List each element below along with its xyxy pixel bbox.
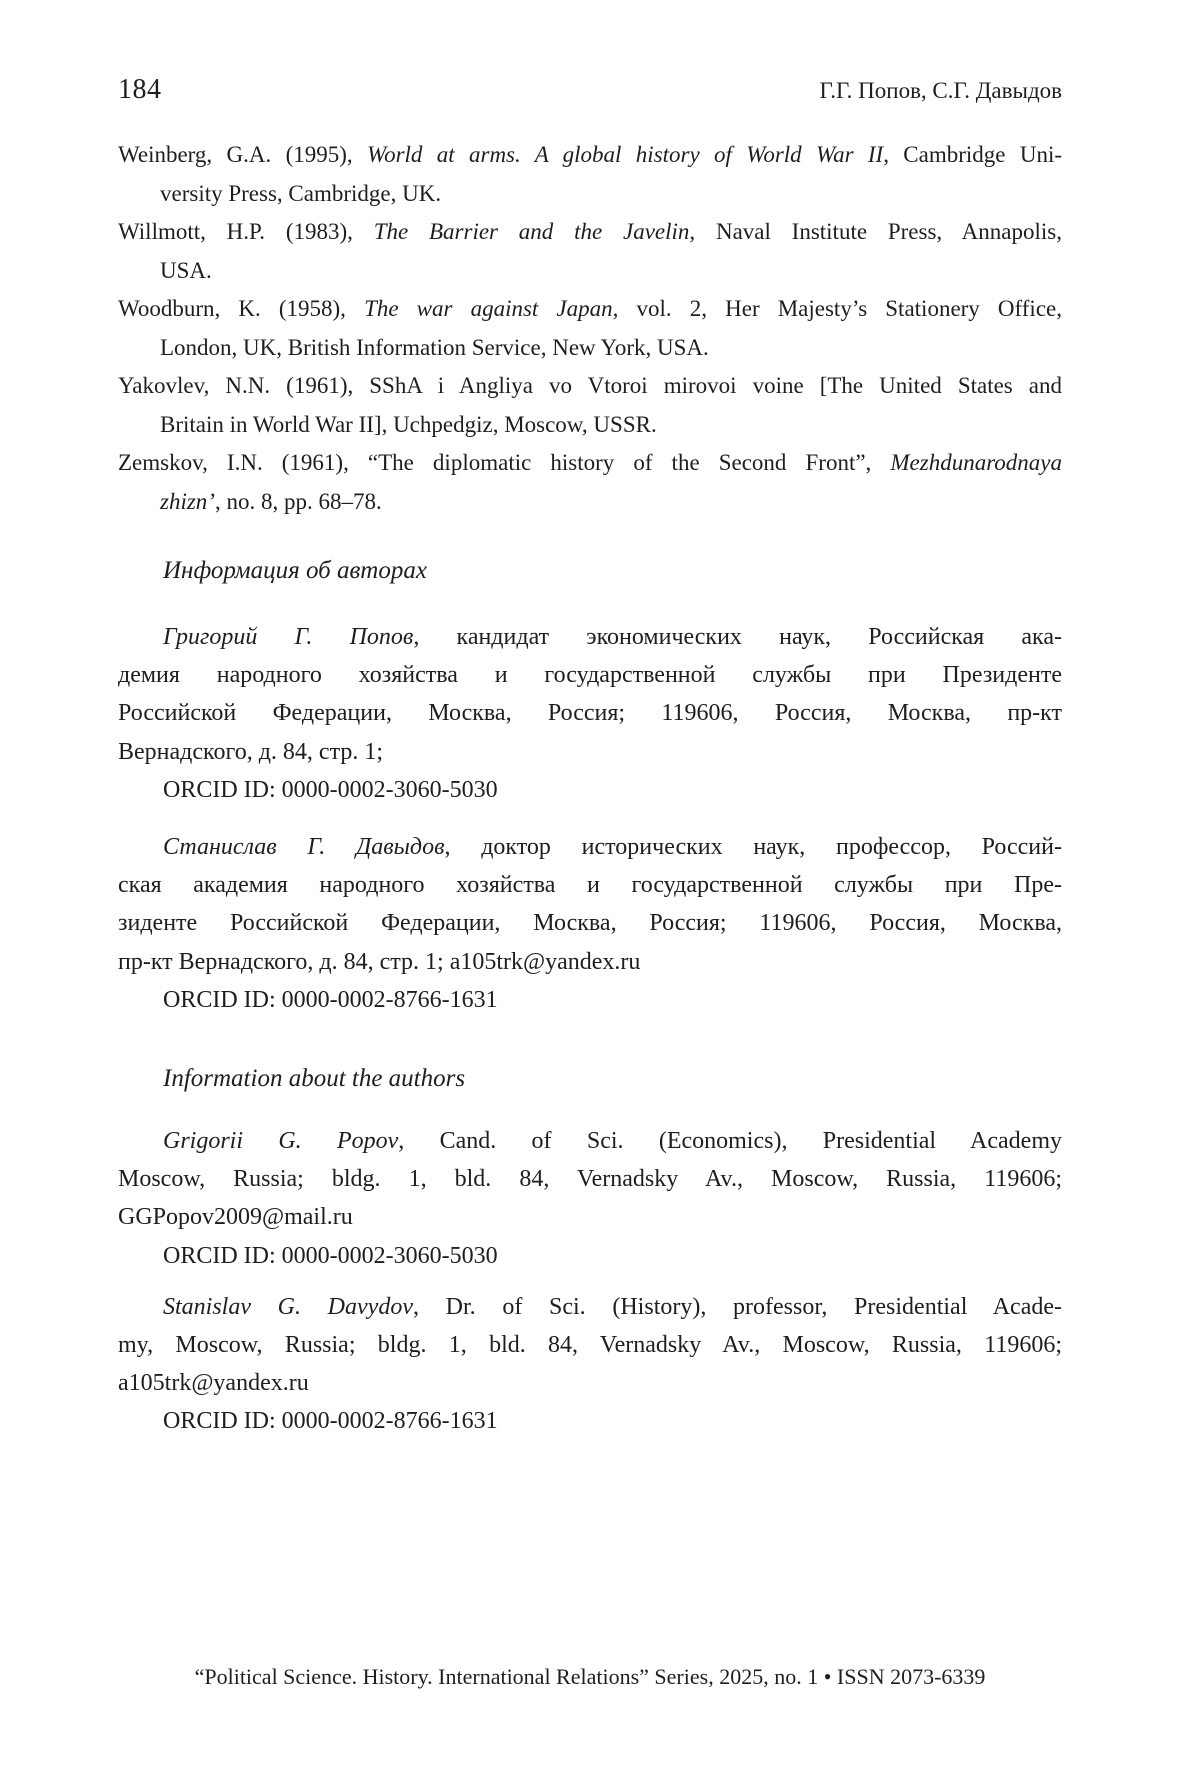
italic-text-segment: Stanislav G. Davydov: [163, 1293, 413, 1320]
reference-entry: [118, 444, 1062, 521]
text-segment: ORCID ID: 0000-0002-8766-1631: [163, 1408, 498, 1435]
italic-text-segment: Mezhdunarodnaya: [890, 450, 1062, 475]
author-paragraphs-ru: [118, 618, 1062, 1019]
section-authors-ru: [118, 552, 1062, 1019]
text-line: [118, 1160, 1062, 1198]
text-segment: a105trk@yandex.ru: [118, 1370, 309, 1397]
italic-text-segment: World at arms. A global history of World War II: [367, 142, 884, 167]
text-line: [118, 1402, 1062, 1440]
text-segment: пр-кт Вернадского, д. 84, стр. 1; a105trk@yandex.ru: [118, 948, 641, 975]
text-segment: GGPopov2009@mail.ru: [118, 1204, 353, 1231]
text-line: [118, 943, 1062, 981]
text-segment: , no. 8, pp. 68–78.: [214, 488, 382, 514]
text-line: [118, 733, 1062, 771]
reference-entry: [118, 367, 1062, 444]
text-segment: , Dr. of Sci. (History), professor, Presidential Acade-: [412, 1293, 1062, 1320]
footer-text: “Political Science. History. International Relations” Series, 2025, no. 1 • ISSN 2073-6339: [194, 1664, 986, 1689]
text-line: [118, 1122, 1062, 1160]
italic-text-segment: zhizn’: [160, 488, 215, 514]
text-line: [118, 1326, 1062, 1364]
text-line: [118, 406, 1062, 445]
text-line: [118, 618, 1062, 656]
text-line: [118, 1364, 1062, 1402]
text-line: [118, 252, 1062, 291]
italic-text-segment: The Barrier and the Javelin: [373, 219, 690, 244]
page-number: 184: [118, 74, 162, 105]
text-line: [118, 1237, 1062, 1275]
italic-text-segment: Григорий Г. Попов: [163, 624, 414, 650]
section-heading-en: Information about the authors: [163, 1065, 466, 1092]
text-segment: London, UK, British Information Service, New York, USA.: [160, 334, 709, 360]
reference-entry: [118, 136, 1062, 213]
page-header: [118, 74, 1062, 106]
text-line: [118, 1198, 1062, 1236]
text-segment: ORCID ID: 0000-0002-3060-5030: [163, 776, 498, 803]
text-segment: Yakovlev, N.N. (1961), SShA i Angliya vo Vtoroi mirovoi voine [The United States and: [118, 373, 1062, 398]
text-segment: Weinberg, G.A. (1995),: [118, 142, 368, 167]
text-line: [118, 329, 1062, 368]
text-segment: ORCID ID: 0000-0002-3060-5030: [163, 1242, 498, 1269]
author-paragraph: [118, 1288, 1062, 1441]
author-paragraph: [118, 1122, 1062, 1275]
text-segment: Britain in World War II], Uchpedgiz, Moscow, USSR.: [160, 411, 657, 437]
italic-text-segment: Станислав Г. Давыдов: [163, 834, 445, 861]
text-line: [118, 694, 1062, 732]
reference-entry: [118, 213, 1062, 290]
section-authors-en: [118, 1060, 1062, 1441]
author-paragraphs-en: [118, 1122, 1062, 1441]
text-line: [118, 771, 1062, 809]
text-line: [118, 290, 1062, 329]
reference-entry: [118, 290, 1062, 367]
section-heading-ru: Информация об авторах: [163, 557, 427, 584]
text-segment: ская академия народного хозяйства и государственной службы при Пре-: [118, 872, 1062, 899]
references-list: [118, 136, 1062, 521]
text-segment: Moscow, Russia; bldg. 1, bld. 84, Vernadsky Av., Moscow, Russia, 119606;: [118, 1166, 1062, 1193]
text-segment: Российской Федерации, Москва, Россия; 119606, Россия, Москва, пр-кт: [118, 700, 1062, 727]
italic-text-segment: The war against Japan: [364, 296, 613, 321]
text-line: [118, 483, 1062, 522]
text-segment: , кандидат экономических наук, Российская ака-: [413, 624, 1062, 650]
text-segment: зиденте Российской Федерации, Москва, Россия; 119606, Россия, Москва,: [118, 910, 1062, 937]
text-segment: ORCID ID: 0000-0002-8766-1631: [163, 986, 498, 1013]
text-line: [118, 213, 1062, 252]
author-paragraph: [118, 828, 1062, 1019]
text-line: [118, 1288, 1062, 1326]
text-line: [118, 866, 1062, 904]
text-line: [118, 136, 1062, 175]
text-segment: , доктор исторических наук, профессор, Россий-: [444, 834, 1062, 861]
text-line: [118, 175, 1062, 214]
text-line: [118, 656, 1062, 694]
text-line: [118, 981, 1062, 1019]
text-segment: versity Press, Cambridge, UK.: [160, 180, 442, 206]
text-segment: Zemskov, I.N. (1961), “The diplomatic history of the Second Front”,: [118, 450, 891, 475]
text-line: [118, 828, 1062, 866]
text-segment: , Cand. of Sci. (Economics), Presidential Academy: [398, 1128, 1062, 1154]
author-paragraph: [118, 618, 1062, 809]
text-segment: USA.: [160, 257, 212, 283]
text-line: [118, 367, 1062, 406]
text-segment: , Naval Institute Press, Annapolis,: [689, 219, 1062, 244]
text-segment: Woodburn, K. (1958),: [118, 296, 365, 321]
page-footer: [118, 1664, 1062, 1690]
running-head: Г.Г. Попов, С.Г. Давыдов: [819, 78, 1062, 103]
text-segment: my, Moscow, Russia; bldg. 1, bld. 84, Vernadsky Av., Moscow, Russia, 119606;: [118, 1332, 1062, 1359]
text-segment: демия народного хозяйства и государственной службы при Президенте: [118, 662, 1062, 689]
text-segment: Вернадского, д. 84, стр. 1;: [118, 738, 384, 765]
text-segment: , vol. 2, Her Majesty’s Stationery Office,: [612, 296, 1062, 321]
text-segment: , Cambridge Uni-: [883, 142, 1062, 167]
text-line: [118, 444, 1062, 483]
italic-text-segment: Grigorii G. Popov: [163, 1128, 399, 1154]
text-segment: Willmott, H.P. (1983),: [118, 219, 374, 244]
text-line: [118, 904, 1062, 942]
